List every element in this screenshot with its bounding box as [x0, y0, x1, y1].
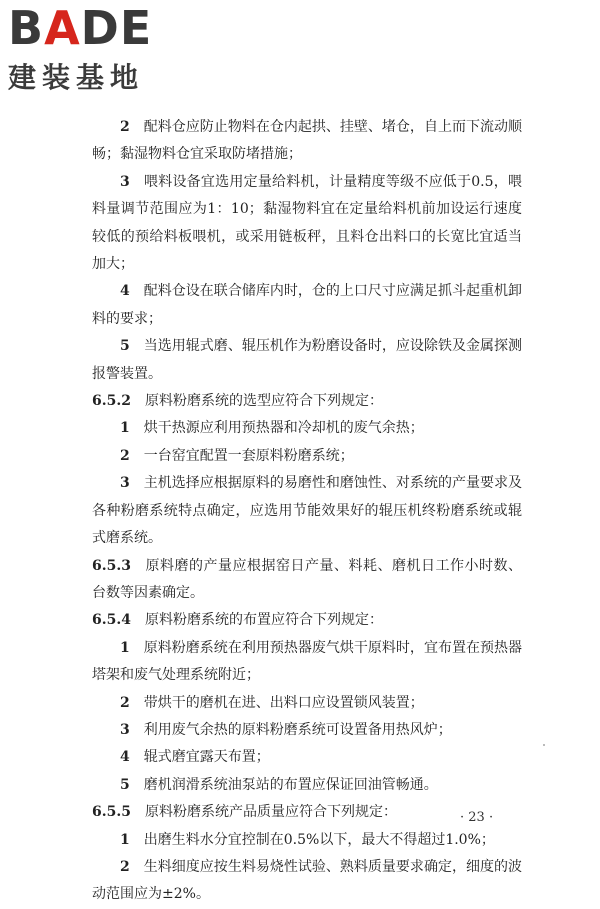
- paragraph-number: 1: [120, 420, 130, 437]
- paragraph-text: 磨机润滑系统油泵站的布置应保证回油管畅通。: [143, 776, 438, 793]
- item-paragraph: [92, 415, 522, 442]
- paragraph-text: 原料粉磨系统产品质量应符合下列规定：: [144, 804, 397, 821]
- paragraph-text: 生料细度应按生料易烧性试验、熟料质量要求确定，细度的波动范围应为±2%。: [92, 858, 522, 903]
- item-paragraph: [92, 278, 522, 333]
- paragraph-number: 2: [120, 694, 130, 711]
- paragraph-text: 原料磨的产量应根据窑日产量、料耗、磨机日工作小时数、台数等因素确定。: [92, 557, 522, 601]
- item-paragraph: [92, 827, 522, 854]
- logo-subtitle: 建装基地: [8, 61, 145, 94]
- bade-logo: [8, 1, 178, 96]
- item-paragraph: [92, 744, 522, 771]
- paragraph-number: 1: [120, 831, 130, 848]
- clause-paragraph: [92, 553, 522, 608]
- paragraph-number: 5: [120, 776, 130, 793]
- item-paragraph: [92, 169, 522, 279]
- paragraph-text: 辊式磨宜露天布置；: [143, 749, 270, 766]
- paragraph-text: 利用废气余热的原料粉磨系统可设置备用热风炉；: [143, 721, 452, 738]
- item-paragraph: [92, 772, 522, 799]
- paragraph-number: 1: [120, 639, 130, 656]
- clause-paragraph: [92, 799, 522, 826]
- paragraph-text: 烘干热源应利用预热器和冷却机的废气余热；: [143, 420, 424, 437]
- paragraph-number: 2: [120, 447, 130, 464]
- paragraph-text: 配料仓设在联合储库内时，仓的上口尺寸应满足抓斗起重机卸料的要求；: [92, 283, 522, 327]
- item-paragraph: [92, 470, 522, 552]
- clause-paragraph: [92, 607, 522, 634]
- paragraph-number: 2: [120, 858, 130, 875]
- item-paragraph: [92, 717, 522, 744]
- paragraph-text: 原料粉磨系统在利用预热器废气烘干原料时，宜布置在预热器塔架和废气处理系统附近；: [92, 639, 522, 684]
- paragraph-number: 3: [120, 173, 130, 190]
- paragraph-number: 4: [120, 283, 130, 300]
- paragraph-text: 当选用辊式磨、辊压机作为粉磨设备时，应设除铁及金属探测报警装置。: [92, 338, 522, 382]
- paragraph-text: 一台窑宜配置一套原料粉磨系统；: [143, 447, 354, 464]
- paragraph-number: 6.5.2: [92, 393, 131, 410]
- paragraph-text: 带烘干的磨机在进、出料口应设置锁风装置；: [143, 694, 424, 711]
- clause-paragraph: [92, 388, 522, 415]
- item-paragraph: [92, 690, 522, 717]
- paragraph-number: 3: [120, 475, 130, 492]
- scan-speck: [543, 744, 545, 746]
- paragraph-text: 原料粉磨系统的布置应符合下列规定：: [144, 612, 383, 629]
- paragraph-number: 3: [120, 721, 130, 738]
- item-paragraph: [92, 114, 522, 169]
- logo-wordmark: BADE: [8, 1, 153, 55]
- paragraph-number: 4: [120, 749, 130, 766]
- page-number: · 23 ·: [460, 810, 494, 825]
- item-paragraph: [92, 854, 522, 909]
- paragraph-number: 6.5.5: [92, 804, 131, 821]
- item-paragraph: [92, 443, 522, 470]
- paragraph-text: 出磨生料水分宜控制在0.5%以下，最大不得超过1.0%；: [143, 831, 495, 848]
- paragraph-number: 6.5.3: [92, 557, 131, 574]
- paragraph-text: 原料粉磨系统的选型应符合下列规定：: [144, 393, 383, 410]
- paragraph-number: 5: [120, 338, 130, 355]
- paragraph-text: 配料仓应防止物料在仓内起拱、挂壁、堵仓，自上而下流动顺畅；黏湿物料仓宜采取防堵措施；: [92, 119, 522, 163]
- paragraph-number: 2: [120, 119, 130, 135]
- paragraph-text: 主机选择应根据原料的易磨性和磨蚀性、对系统的产量要求及各种粉磨系统特点确定，应选用节能效果好的辊压机终粉磨系统或辊式磨系统。: [92, 475, 522, 547]
- paragraph-number: 6.5.4: [92, 612, 131, 629]
- paragraph-text: 喂料设备宜选用定量给料机，计量精度等级不应低于0.5，喂料量调节范围应为1：10；黏湿物料宜在定量给料机前加设运行速度较低的预给料板喂机，或采用链板秤，且料仓出料口的长宽比宜适当加大；: [92, 173, 522, 273]
- item-paragraph: [92, 333, 522, 388]
- item-paragraph: [92, 635, 522, 690]
- document-body: [92, 114, 522, 909]
